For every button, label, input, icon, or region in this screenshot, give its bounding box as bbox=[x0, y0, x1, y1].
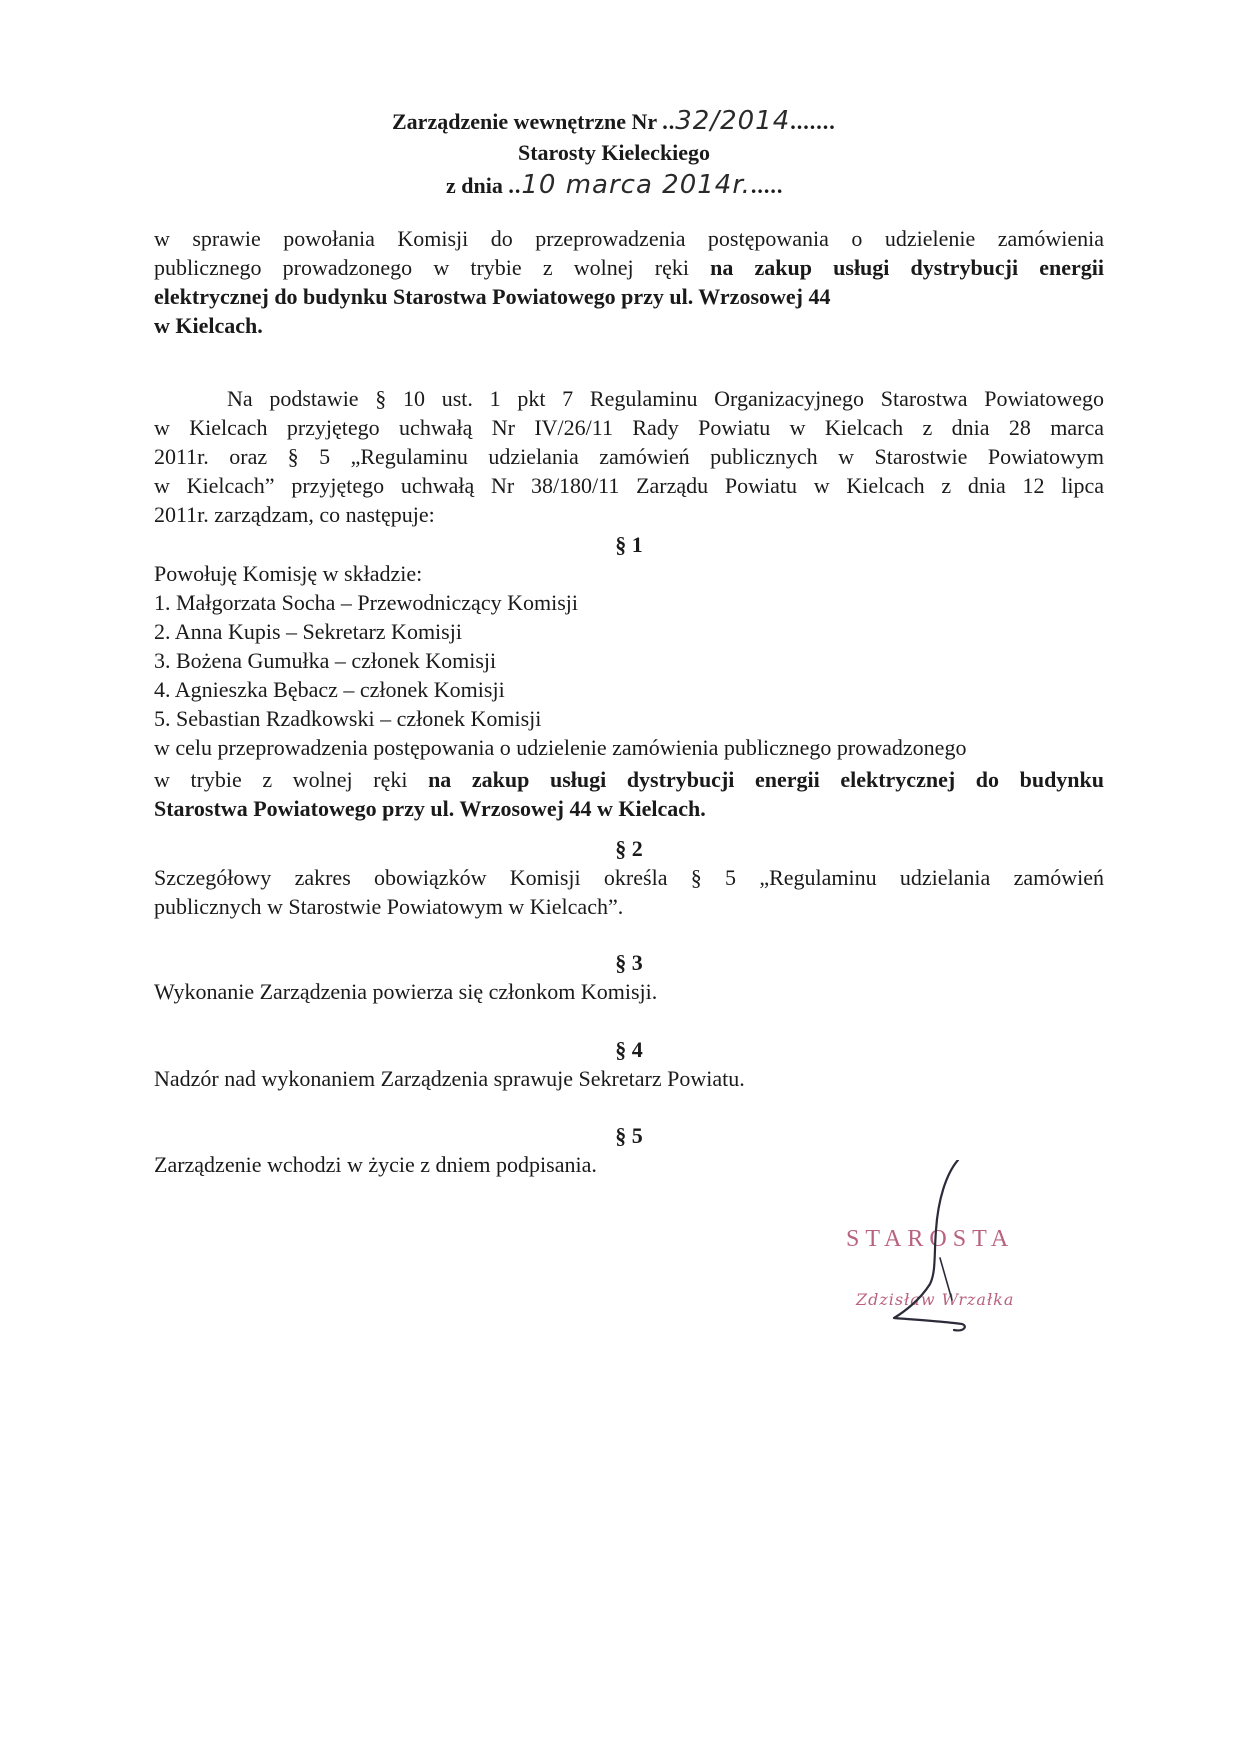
committee-member: 1. Małgorzata Socha – Przewodniczący Komisji bbox=[154, 590, 578, 615]
committee-intro: Powołuję Komisję w składzie: bbox=[154, 561, 423, 586]
section-2-line: Szczegółowy zakres obowiązków Komisji określa § 5 „Regulaminu udzielania zamówień bbox=[154, 865, 1104, 890]
legal-basis bbox=[154, 384, 1104, 529]
committee-purpose-line: w celu przeprowadzenia postępowania o udzielenie zamówienia publicznego prowadzonego bbox=[154, 735, 967, 760]
committee-member: 3. Bożena Gumułka – członek Komisji bbox=[154, 648, 497, 673]
subject-line: elektrycznej do budynku Starostwa Powiatowego przy ul. Wrzosowej 44 bbox=[154, 284, 831, 309]
subject-line: publicznego prowadzonego w trybie z wolnej ręki na zakup usługi dystrybucji energii bbox=[154, 255, 1105, 280]
committee-member: 5. Sebastian Rzadkowski – członek Komisji bbox=[154, 706, 542, 731]
basis-line: 2011r. zarządzam, co następuje: bbox=[154, 502, 435, 527]
section-4-heading: § 4 bbox=[615, 1037, 643, 1062]
basis-line: w Kielcach przyjętego uchwałą Nr IV/26/11 Rady Powiatu w Kielcach z dnia 28 marca bbox=[154, 415, 1104, 440]
order-issuer: Starosty Kieleckiego bbox=[518, 140, 711, 165]
subject-line: w sprawie powołania Komisji do przeprowadzenia postępowania o udzielenie zamówienia bbox=[154, 226, 1104, 251]
committee-purpose-line: w trybie z wolnej ręki na zakup usługi dystrybucji energii elektrycznej do budynku bbox=[154, 767, 1105, 792]
order-date-handwritten: 10 marca 2014r. bbox=[521, 170, 751, 200]
section-2-body bbox=[154, 863, 1104, 921]
order-date: z dnia ..10 marca 2014r...... bbox=[446, 170, 784, 200]
subject-line: w Kielcach. bbox=[154, 313, 263, 338]
section-2-heading: § 2 bbox=[615, 836, 643, 861]
committee-member: 2. Anna Kupis – Sekretarz Komisji bbox=[154, 619, 462, 644]
section-1-heading: § 1 bbox=[615, 532, 643, 557]
official-stamp bbox=[840, 1160, 1130, 1340]
section-5-body: Zarządzenie wchodzi w życie z dniem podpisania. bbox=[154, 1152, 597, 1177]
section-2-line: publicznych w Starostwie Powiatowym w Kielcach”. bbox=[154, 894, 624, 919]
basis-line: w Kielcach” przyjętego uchwałą Nr 38/180/11 Zarządu Powiatu w Kielcach z dnia 12 lipca bbox=[154, 473, 1104, 498]
handwritten-signature bbox=[840, 1160, 1130, 1340]
stamp-title: STAROSTA bbox=[846, 1226, 1015, 1252]
basis-line: Na podstawie § 10 ust. 1 pkt 7 Regulaminu Organizacyjnego Starostwa Powiatowego bbox=[227, 386, 1104, 411]
section-1-body bbox=[154, 559, 1104, 823]
committee-member: 4. Agnieszka Bębacz – członek Komisji bbox=[154, 677, 505, 702]
section-5-heading: § 5 bbox=[615, 1123, 643, 1148]
section-3-body: Wykonanie Zarządzenia powierza się członkom Komisji. bbox=[154, 979, 658, 1004]
stamp-name: Zdzisław Wrzałka bbox=[856, 1290, 1015, 1309]
order-title-prefix: Zarządzenie wewnętrzne Nr bbox=[392, 109, 657, 134]
order-subject bbox=[154, 224, 1104, 340]
basis-line: 2011r. oraz § 5 „Regulaminu udzielania zamówień publicznych w Starostwie Powiatowym bbox=[154, 444, 1104, 469]
section-4-body: Nadzór nad wykonaniem Zarządzenia sprawuje Sekretarz Powiatu. bbox=[154, 1066, 745, 1091]
order-number-handwritten: 32/2014 bbox=[675, 106, 791, 136]
committee-purpose-line: Starostwa Powiatowego przy ul. Wrzosowej 44 w Kielcach. bbox=[154, 796, 706, 821]
order-date-prefix: z dnia bbox=[446, 173, 503, 198]
order-title: Zarządzenie wewnętrzne Nr ..32/2014....... bbox=[392, 106, 836, 136]
section-3-heading: § 3 bbox=[615, 950, 643, 975]
